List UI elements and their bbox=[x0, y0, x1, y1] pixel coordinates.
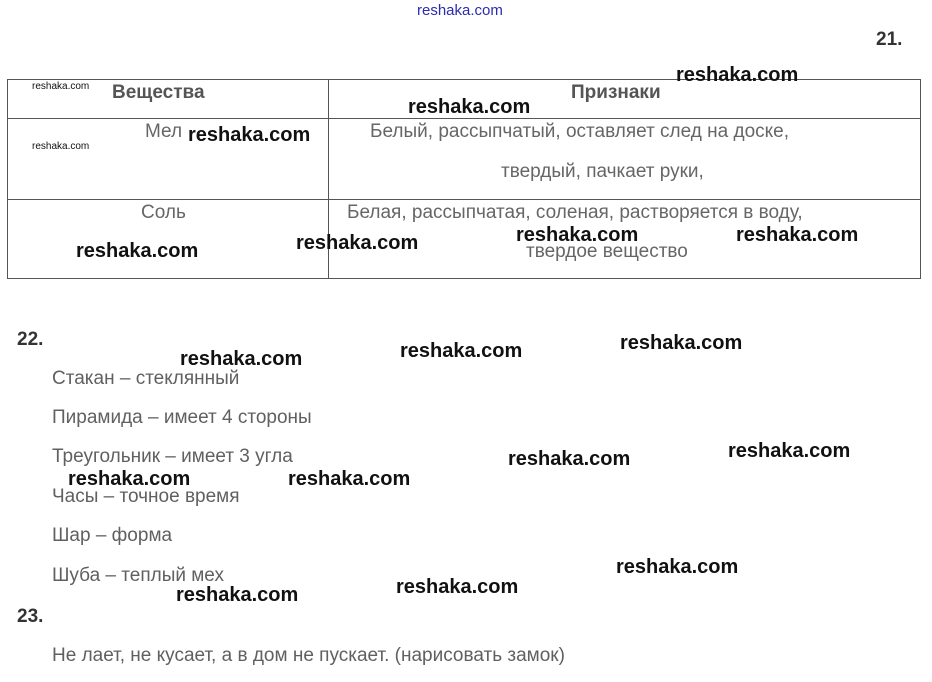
list-item: Часы – точное время bbox=[52, 486, 240, 507]
watermark: reshaka.com bbox=[516, 224, 639, 246]
watermark: reshaka.com bbox=[188, 124, 311, 146]
watermark: reshaka.com bbox=[68, 468, 191, 490]
watermark: reshaka.com bbox=[32, 81, 90, 92]
watermark-top: reshaka.com bbox=[417, 2, 503, 19]
task-23-number: 23. bbox=[17, 606, 44, 627]
list-item: Шар – форма bbox=[52, 525, 173, 546]
table-border-bottom bbox=[7, 278, 921, 279]
header-traits: Признаки bbox=[571, 82, 661, 103]
task-22-number: 22. bbox=[17, 329, 44, 350]
row-chalk-traits-2: твердый, пачкает руки, bbox=[501, 161, 704, 182]
row-salt-traits-1: Белая, рассыпчатая, соленая, растворяется в воду, bbox=[347, 202, 803, 223]
task-23-riddle: Не лает, не кусает, а в дом не пускает. (нарисовать замок) bbox=[52, 645, 565, 666]
row-chalk-traits-1: Белый, рассыпчатый, оставляет след на доске, bbox=[370, 121, 790, 142]
watermark: reshaka.com bbox=[400, 340, 523, 362]
watermark: reshaka.com bbox=[180, 348, 303, 370]
watermark: reshaka.com bbox=[76, 240, 199, 262]
list-item: Треугольник – имеет 3 угла bbox=[52, 446, 293, 467]
watermark: reshaka.com bbox=[296, 232, 419, 254]
watermark: reshaka.com bbox=[620, 332, 743, 354]
watermark: reshaka.com bbox=[736, 224, 859, 246]
watermark: reshaka.com bbox=[728, 440, 851, 462]
list-item: Пирамида – имеет 4 стороны bbox=[52, 407, 312, 428]
list-item: Стакан – стеклянный bbox=[52, 368, 240, 389]
table-border-right bbox=[920, 79, 921, 279]
table-border-left bbox=[7, 79, 8, 279]
watermark: reshaka.com bbox=[288, 468, 411, 490]
watermark: reshaka.com bbox=[408, 96, 531, 118]
watermark: reshaka.com bbox=[32, 141, 90, 152]
watermark: reshaka.com bbox=[396, 576, 519, 598]
row-salt-substance: Соль bbox=[141, 202, 186, 223]
watermark: reshaka.com bbox=[616, 556, 739, 578]
header-substances: Вещества bbox=[112, 82, 205, 103]
watermark: reshaka.com bbox=[676, 64, 799, 86]
watermark: reshaka.com bbox=[508, 448, 631, 470]
task-21-number: 21. bbox=[876, 29, 903, 50]
row-salt-traits-2: твердое вещество bbox=[526, 241, 688, 262]
list-item: Шуба – теплый мех bbox=[52, 565, 224, 586]
watermark: reshaka.com bbox=[176, 584, 299, 606]
table-border-row bbox=[7, 199, 921, 200]
row-chalk-substance: Мел bbox=[145, 121, 183, 142]
